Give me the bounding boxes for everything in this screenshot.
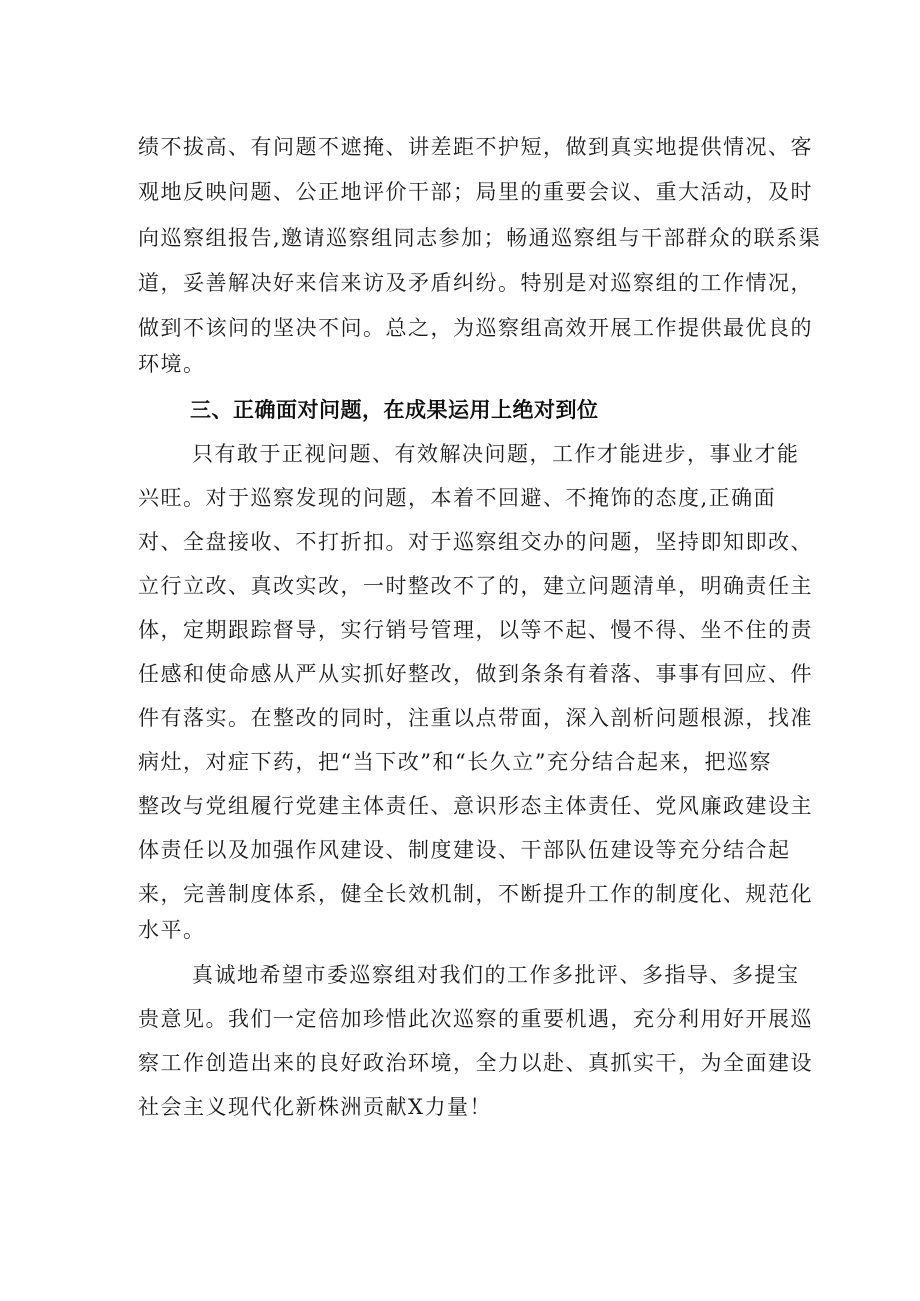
paragraph-line: 真诚地希望市委巡察组对我们的工作多批评、多指导、多提宝 (192, 963, 800, 987)
paragraph-line: 观地反映问题、公正地评价干部；局里的重要会议、重大活动，及时 (138, 180, 813, 204)
paragraph-line: 绩不拔高、有问题不遮掩、讲差距不护短，做到真实地提供情况、客 (138, 135, 813, 159)
paragraph-line: 来，完善制度体系，健全长效机制，不断提升工作的制度化、规范化 (138, 882, 813, 906)
paragraph-line: 察工作创造出来的良好政治环境，全力以赴、真抓实干，为全面建设 (138, 1051, 813, 1075)
paragraph-line: 立行立改、真改实改，一时整改不了的，建立问题清单，明确责任主 (138, 574, 813, 598)
paragraph-line: 整改与党组履行党建主体责任、意识形态主体责任、党风廉政建设主 (138, 794, 813, 818)
paragraph-line: 任感和使命感从严从实抓好整改，做到条条有着落、事事有回应、件 (138, 662, 813, 686)
paragraph-line: 体，定期跟踪督导，实行销号管理，以等不起、慢不得、坐不住的责 (138, 618, 813, 642)
paragraph-line: 做到不该问的坚决不问。总之，为巡察组高效开展工作提供最优良的 (138, 316, 813, 340)
paragraph-line: 对、全盘接收、不打折扣。对于巡察组交办的问题，坚持即知即改、 (138, 530, 813, 554)
section-heading: 三、正确面对问题，在成果运用上绝对到位 (190, 398, 599, 422)
paragraph-line: 社会主义现代化新株洲贡献X力量！ (138, 1095, 492, 1119)
paragraph-line: 环境。 (138, 352, 206, 376)
paragraph-line: 病灶，对症下药，把“当下改”和“长久立”充分结合起来，把巡察 (138, 750, 772, 774)
paragraph-line: 只有敢于正视问题、有效解决问题，工作才能进步，事业才能 (192, 442, 800, 466)
paragraph-line: 兴旺。对于巡察发现的问题，本着不回避、不掩饰的态度,正确面 (138, 486, 777, 510)
paragraph-line: 件有落实。在整改的同时，注重以点带面，深入剖析问题根源，找准 (138, 706, 813, 730)
paragraph-line: 贵意见。我们一定倍加珍惜此次巡察的重要机遇，充分利用好开展巡 (138, 1007, 813, 1031)
paragraph-line: 体责任以及加强作风建设、制度建设、干部队伍建设等充分结合起 (138, 838, 791, 862)
paragraph-line: 道，妥善解决好来信来访及矛盾纠纷。特别是对巡察组的工作情况， (138, 271, 813, 295)
paragraph-line: 水平。 (138, 918, 206, 942)
paragraph-line: 向巡察组报告,邀请巡察组同志参加；畅通巡察组与干部群众的联系渠 (138, 226, 822, 250)
